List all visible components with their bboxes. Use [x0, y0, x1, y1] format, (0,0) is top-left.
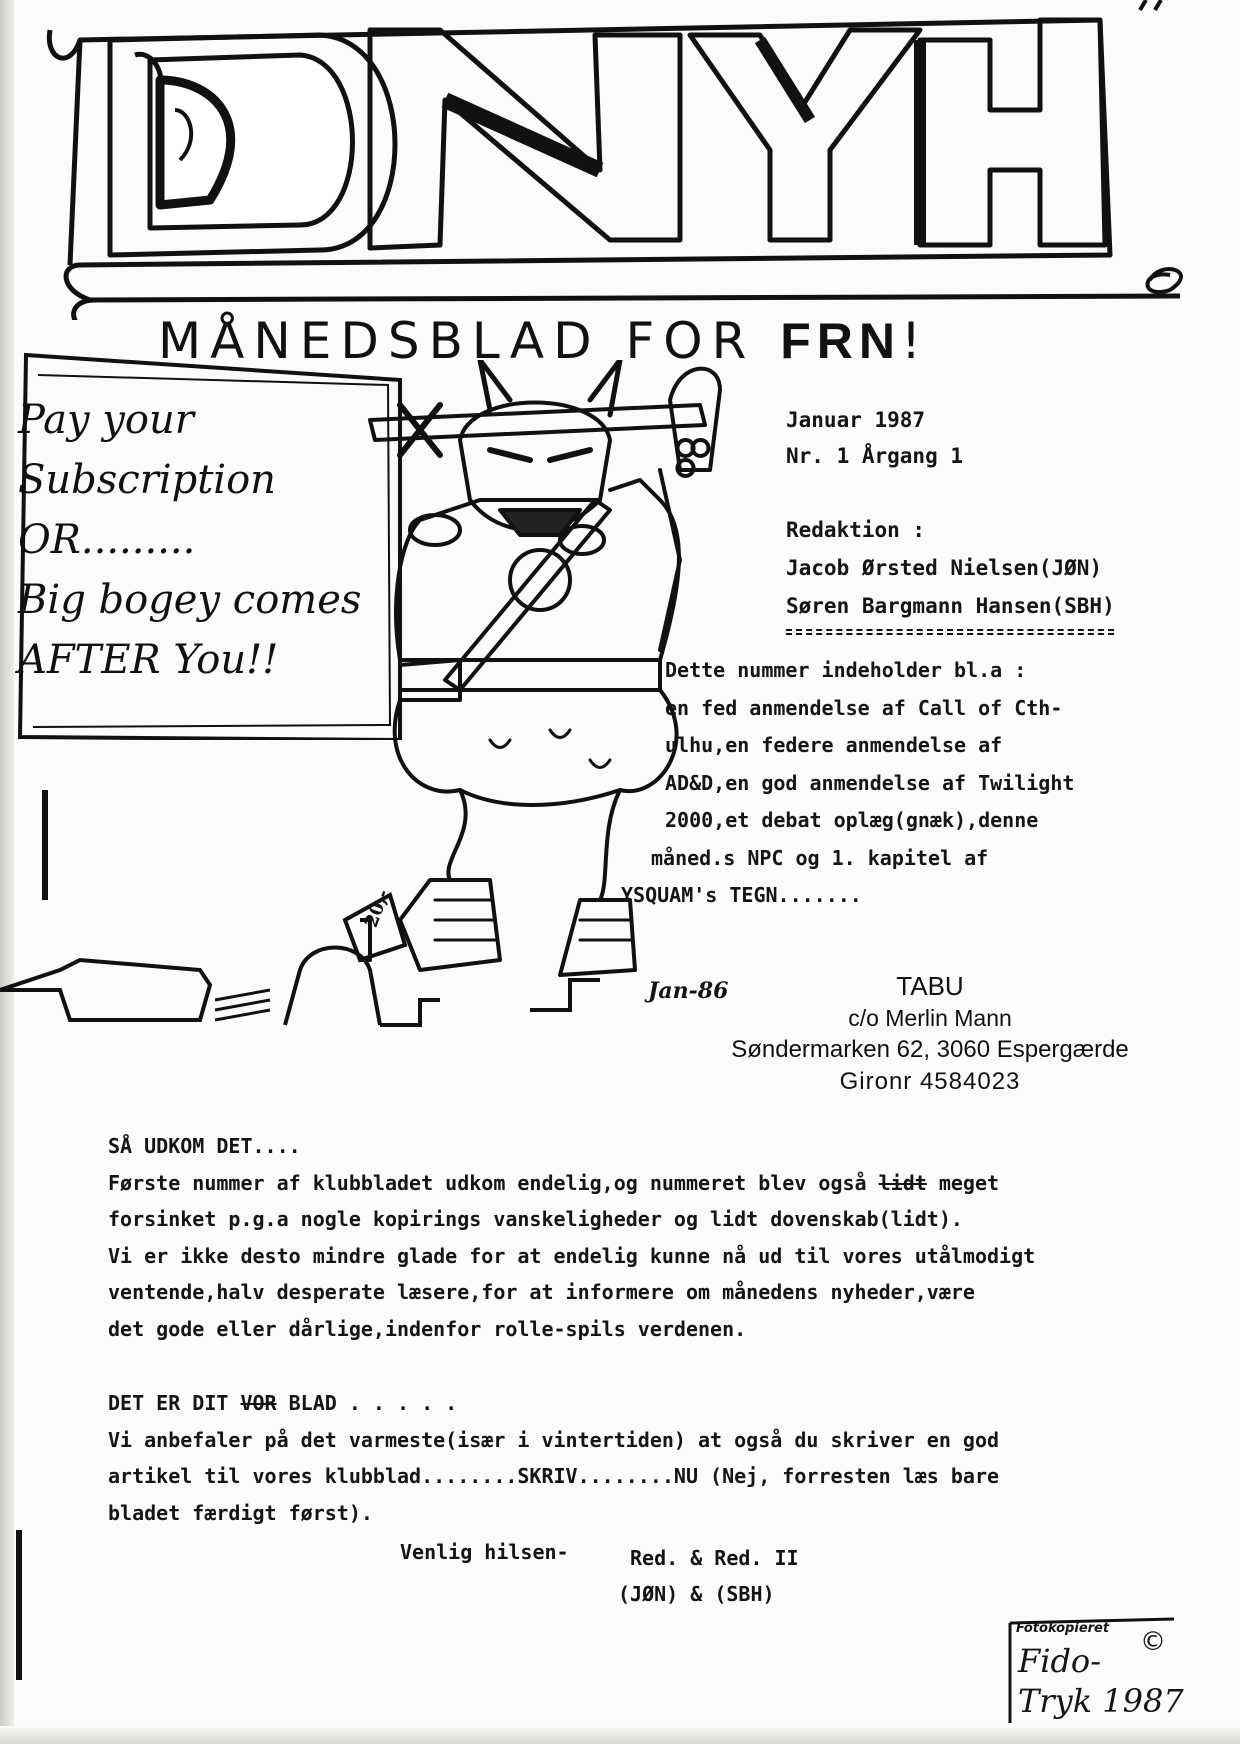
binder-mark [16, 1530, 22, 1680]
issue-info [786, 402, 963, 474]
article-line: Vi er ikke desto mindre glade for at endelig kunne nå ud til vores utålmodigt [108, 1243, 1036, 1268]
paragraph-gap [108, 1347, 1088, 1385]
org-name: TABU [896, 971, 964, 1001]
giro-number: Gironr 4584023 [839, 1068, 1021, 1095]
contents-line: måned.s NPC og 1. kapitel af [651, 845, 989, 870]
article-heading [108, 1385, 1088, 1422]
greeting: Venlig hilsen- [400, 1540, 569, 1564]
copyright-symbol: © [1140, 1627, 1166, 1657]
article-line: Vi anbefaler på det varmeste(især i vintertiden) at også du skriver en god [108, 1427, 1000, 1452]
struck-word: VOR [240, 1391, 277, 1415]
ground-scene-icon [0, 860, 720, 1040]
club-address [680, 970, 1180, 1098]
article-text: BLAD . . . . . [276, 1391, 458, 1415]
article-line [108, 1165, 1088, 1202]
masthead-subtitle-main: MÅNEDSBLAD FOR [158, 312, 781, 370]
contents-line: YSQUAM's TEGN....... [621, 883, 862, 907]
signature-block [618, 1540, 799, 1612]
contents-line: ulhu,en federe anmendelse af [665, 733, 1003, 757]
masthead-exclamation: ! [901, 312, 931, 370]
artist-signature: Jan-86 [648, 978, 729, 1004]
divider [786, 629, 1114, 635]
contents-line: 2000,et debat oplæg(gnæk),denne [665, 808, 1039, 832]
care-of: c/o Merlin Mann [848, 1005, 1012, 1031]
stamp-text: Fido- Tryk 1987 [1018, 1642, 1184, 1720]
street-address: Søndermarken 62, 3060 Espergærde [731, 1036, 1129, 1063]
editorial-staff [786, 511, 1115, 635]
stamp-label: Fotokopieret [1016, 1621, 1110, 1636]
article-text: Første nummer af klubbladet udkom endelig,og nummeret blev også [108, 1170, 879, 1195]
issue-contents [621, 652, 1145, 915]
ticket-label: 20,- [360, 886, 394, 931]
editor-name: Jacob Ørsted Nielsen(JØN) [786, 556, 1103, 580]
editor-name: Søren Bargmann Hansen(SBH) [786, 594, 1115, 618]
contents-line: AD&D,en god anmendelse af Twilight [665, 770, 1075, 795]
struck-word: lidt [878, 1170, 927, 1195]
sign-text: Pay your Subscription OR......... Big bogey comes AFTER You!! [18, 397, 362, 683]
article-heading: SÅ UDKOM DET.... [108, 1134, 301, 1158]
club-name: FRN [780, 313, 901, 369]
signature-editors: Red. & Red. II [630, 1546, 799, 1570]
article [108, 1128, 1088, 1531]
print-stamp [998, 1615, 1184, 1727]
editorial-heading: Redaktion : [786, 518, 926, 542]
article-text: DET ER DIT [108, 1391, 241, 1415]
article-line: bladet færdigt først). [108, 1500, 373, 1525]
article-text: meget [926, 1170, 1000, 1195]
bottom-crease [0, 1726, 1240, 1744]
signature-initials: (JØN) & (SBH) [618, 1582, 775, 1606]
dnyh-logo-icon [40, 0, 1200, 320]
contents-line: en fed anmendelse af Call of Cth- [665, 695, 1063, 720]
contents-line: Dette nummer indeholder bl.a : [665, 658, 1027, 682]
issue-date: Januar 1987 [786, 408, 926, 432]
masthead [40, 0, 1200, 370]
issue-number: Nr. 1 Årgang 1 [786, 444, 964, 468]
article-line: det gode eller dårlige,indenfor rolle-spils verdenen. [108, 1316, 747, 1341]
article-line: forsinket p.g.a nogle kopirings vanskeligheder og lidt dovenskab(lidt). [108, 1207, 963, 1231]
article-line: artikel til vores klubblad........SKRIV........NU (Nej, forresten læs bare [108, 1464, 1000, 1488]
article-line: ventende,halv desperate læsere,for at informere om månedens nyheder,være [108, 1280, 975, 1304]
